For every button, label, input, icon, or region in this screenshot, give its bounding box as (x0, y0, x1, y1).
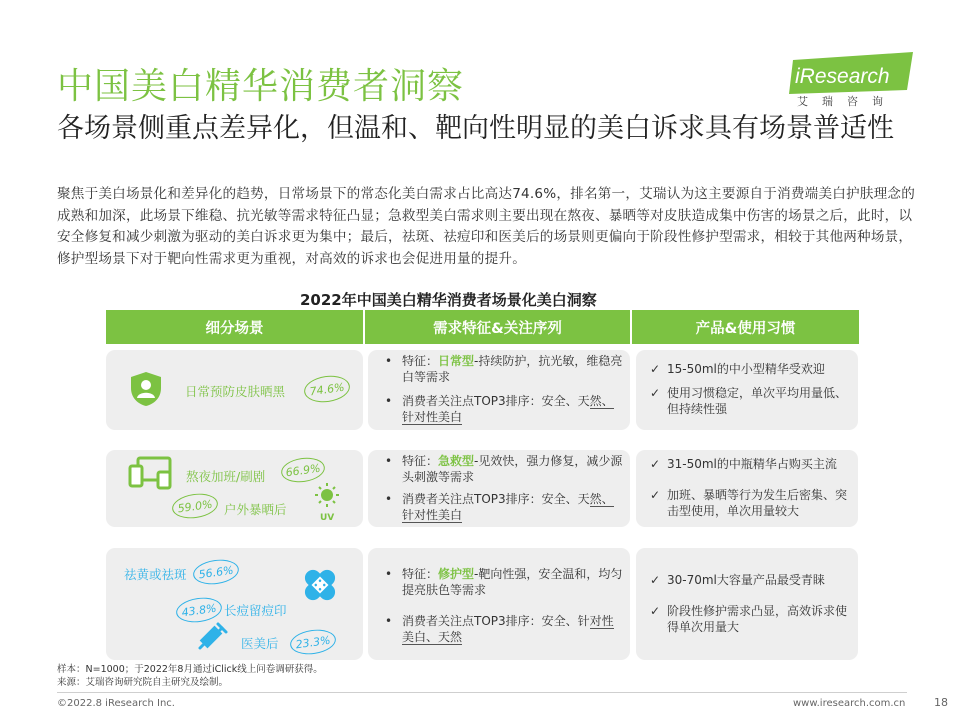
scene-label: 长痘留痘印 (224, 603, 287, 618)
feature-desc: -持续防护，抗光敏，维稳亮白等需求 (402, 354, 623, 384)
focus-underlined: 对性美白、天然 (402, 614, 614, 644)
logo-cn-text: 艾瑞咨询 (797, 95, 897, 108)
scene-percent: 74.6% (302, 373, 351, 405)
scene-percent: 66.9% (280, 455, 327, 485)
table-title: 2022年中国美白精华消费者场景化美白洞察 (300, 291, 597, 309)
syringe-icon (196, 618, 230, 652)
footer-url: www.iresearch.com.cn (793, 698, 906, 709)
footnote-sample: 样本：N=1000；于2022年8月通过iClick线上问卷调研获得。 (57, 664, 323, 675)
habit-text: 加班、暴晒等行为发生后密集、突击型使用，单次用量较大 (667, 488, 848, 518)
habit-text: 15-50ml的中小型精华受欢迎 (667, 362, 825, 376)
check-icon: ✓ (650, 386, 661, 400)
scene-percent: 23.3% (289, 627, 338, 657)
check-icon: ✓ (650, 604, 661, 618)
feature-desc: -见效快，强力修复，减少源头刺激等需求 (402, 454, 623, 484)
scene-percent: 56.6% (192, 557, 241, 587)
row2-habit-2 (650, 488, 850, 519)
page-number: 18 (934, 696, 948, 709)
feature-type: 急救型 (438, 454, 475, 468)
focus-underlined: 然、针对性美白 (402, 394, 614, 424)
scene-label: 医美后 (241, 636, 279, 651)
header-scene: 细分场景 (106, 310, 363, 344)
focus-text: 消费者关注点TOP3排序：安全、天 (402, 492, 590, 506)
page-subtitle: 各场景侧重点差异化，但温和、靶向性明显的美白诉求具有场景普适性 (57, 113, 894, 144)
feature-prefix: 特征： (402, 354, 439, 368)
feature-desc: -靶向性强，安全温和，均匀提亮肤色等需求 (402, 567, 623, 597)
scene-percent: 59.0% (171, 491, 220, 521)
scene-label: 祛黄或祛斑 (124, 567, 187, 582)
scene-label: 熬夜加班/刷剧 (186, 469, 266, 484)
devices-icon (128, 456, 174, 490)
header-feature: 需求特征&关注序列 (365, 310, 630, 344)
bullet-dot: • (385, 394, 393, 408)
scene-label: 日常预防皮肤晒黑 (185, 384, 286, 399)
check-icon: ✓ (650, 488, 661, 502)
habit-text: 使用习惯稳定，单次平均用量低、但持续性强 (667, 386, 848, 416)
footnote (57, 663, 323, 689)
row1-feature-bullet (385, 354, 625, 385)
check-icon: ✓ (650, 573, 661, 587)
habit-text: 30-70ml大容量产品最受青睐 (667, 573, 825, 587)
row2-feature-bullet (385, 454, 625, 485)
focus-text: 消费者关注点TOP3排序：安全、针 (402, 614, 590, 628)
footer-divider (57, 692, 907, 693)
shield-user-icon (129, 371, 163, 407)
habit-text: 31-50ml的中瓶精华占购买主流 (667, 457, 837, 471)
feature-prefix: 特征： (402, 454, 439, 468)
svg-text:UV: UV (320, 513, 335, 522)
bullet-dot: • (385, 614, 393, 628)
feature-type: 日常型 (438, 354, 475, 368)
row1-focus-bullet (385, 394, 625, 425)
row1-habit-1 (650, 362, 850, 378)
habit-text: 阶段性修护需求凸显，高效诉求使得单次用量大 (667, 604, 848, 634)
bullet-dot: • (385, 454, 393, 468)
copyright: ©2022.8 iResearch Inc. (57, 698, 175, 709)
svg-text:iResearch: iResearch (795, 65, 890, 88)
footnote-source: 来源：艾瑞咨询研究院自主研究及绘制。 (57, 677, 229, 688)
row2-habit-1 (650, 457, 850, 473)
bullet-dot: • (385, 492, 393, 506)
row1-habit-2 (650, 386, 850, 417)
row3-focus-bullet (385, 614, 625, 645)
feature-prefix: 特征： (402, 567, 439, 581)
intro-paragraph: 聚焦于美白场景化和差异化的趋势，日常场景下的常态化美白需求占比高达74.6%，排名第一，艾瑞认为这主要源自于消费端美白护肤理念的成熟和加深，此场景下维稳、抗光敏等需求特征凸显；急救型美白需求则主要出现在熬夜、暴晒等对皮肤造成集中伤害的场景之后，此时，以安全修复和减少刺激为驱动的美白诉求更为集中；最后，祛斑、祛痘印和医美后的场景则更偏向于阶段性修护型需求，相较于其他两种场景，修护型场景下对于靶向性需求更为重视，对高效的诉求也会促进用量的提升。 (57, 186, 916, 267)
check-icon: ✓ (650, 457, 661, 471)
row2-focus-bullet (385, 492, 625, 523)
row3-feature-bullet (385, 567, 625, 598)
sun-uv-icon (312, 482, 342, 522)
scene-label: 户外暴晒后 (224, 502, 287, 517)
focus-text: 消费者关注点TOP3排序：安全、天 (402, 394, 590, 408)
feature-type: 修护型 (438, 567, 475, 581)
bandage-icon (300, 565, 340, 605)
bullet-dot: • (385, 567, 393, 581)
scene-percent: 43.8% (175, 595, 224, 625)
check-icon: ✓ (650, 362, 661, 376)
row3-habit-1 (650, 573, 850, 589)
bullet-dot: • (385, 354, 393, 368)
page-title: 中国美白精华消费者洞察 (57, 66, 465, 107)
focus-underlined: 然、针对性美白 (402, 492, 614, 522)
header-habit: 产品&使用习惯 (632, 310, 859, 344)
row3-habit-2 (650, 604, 850, 635)
